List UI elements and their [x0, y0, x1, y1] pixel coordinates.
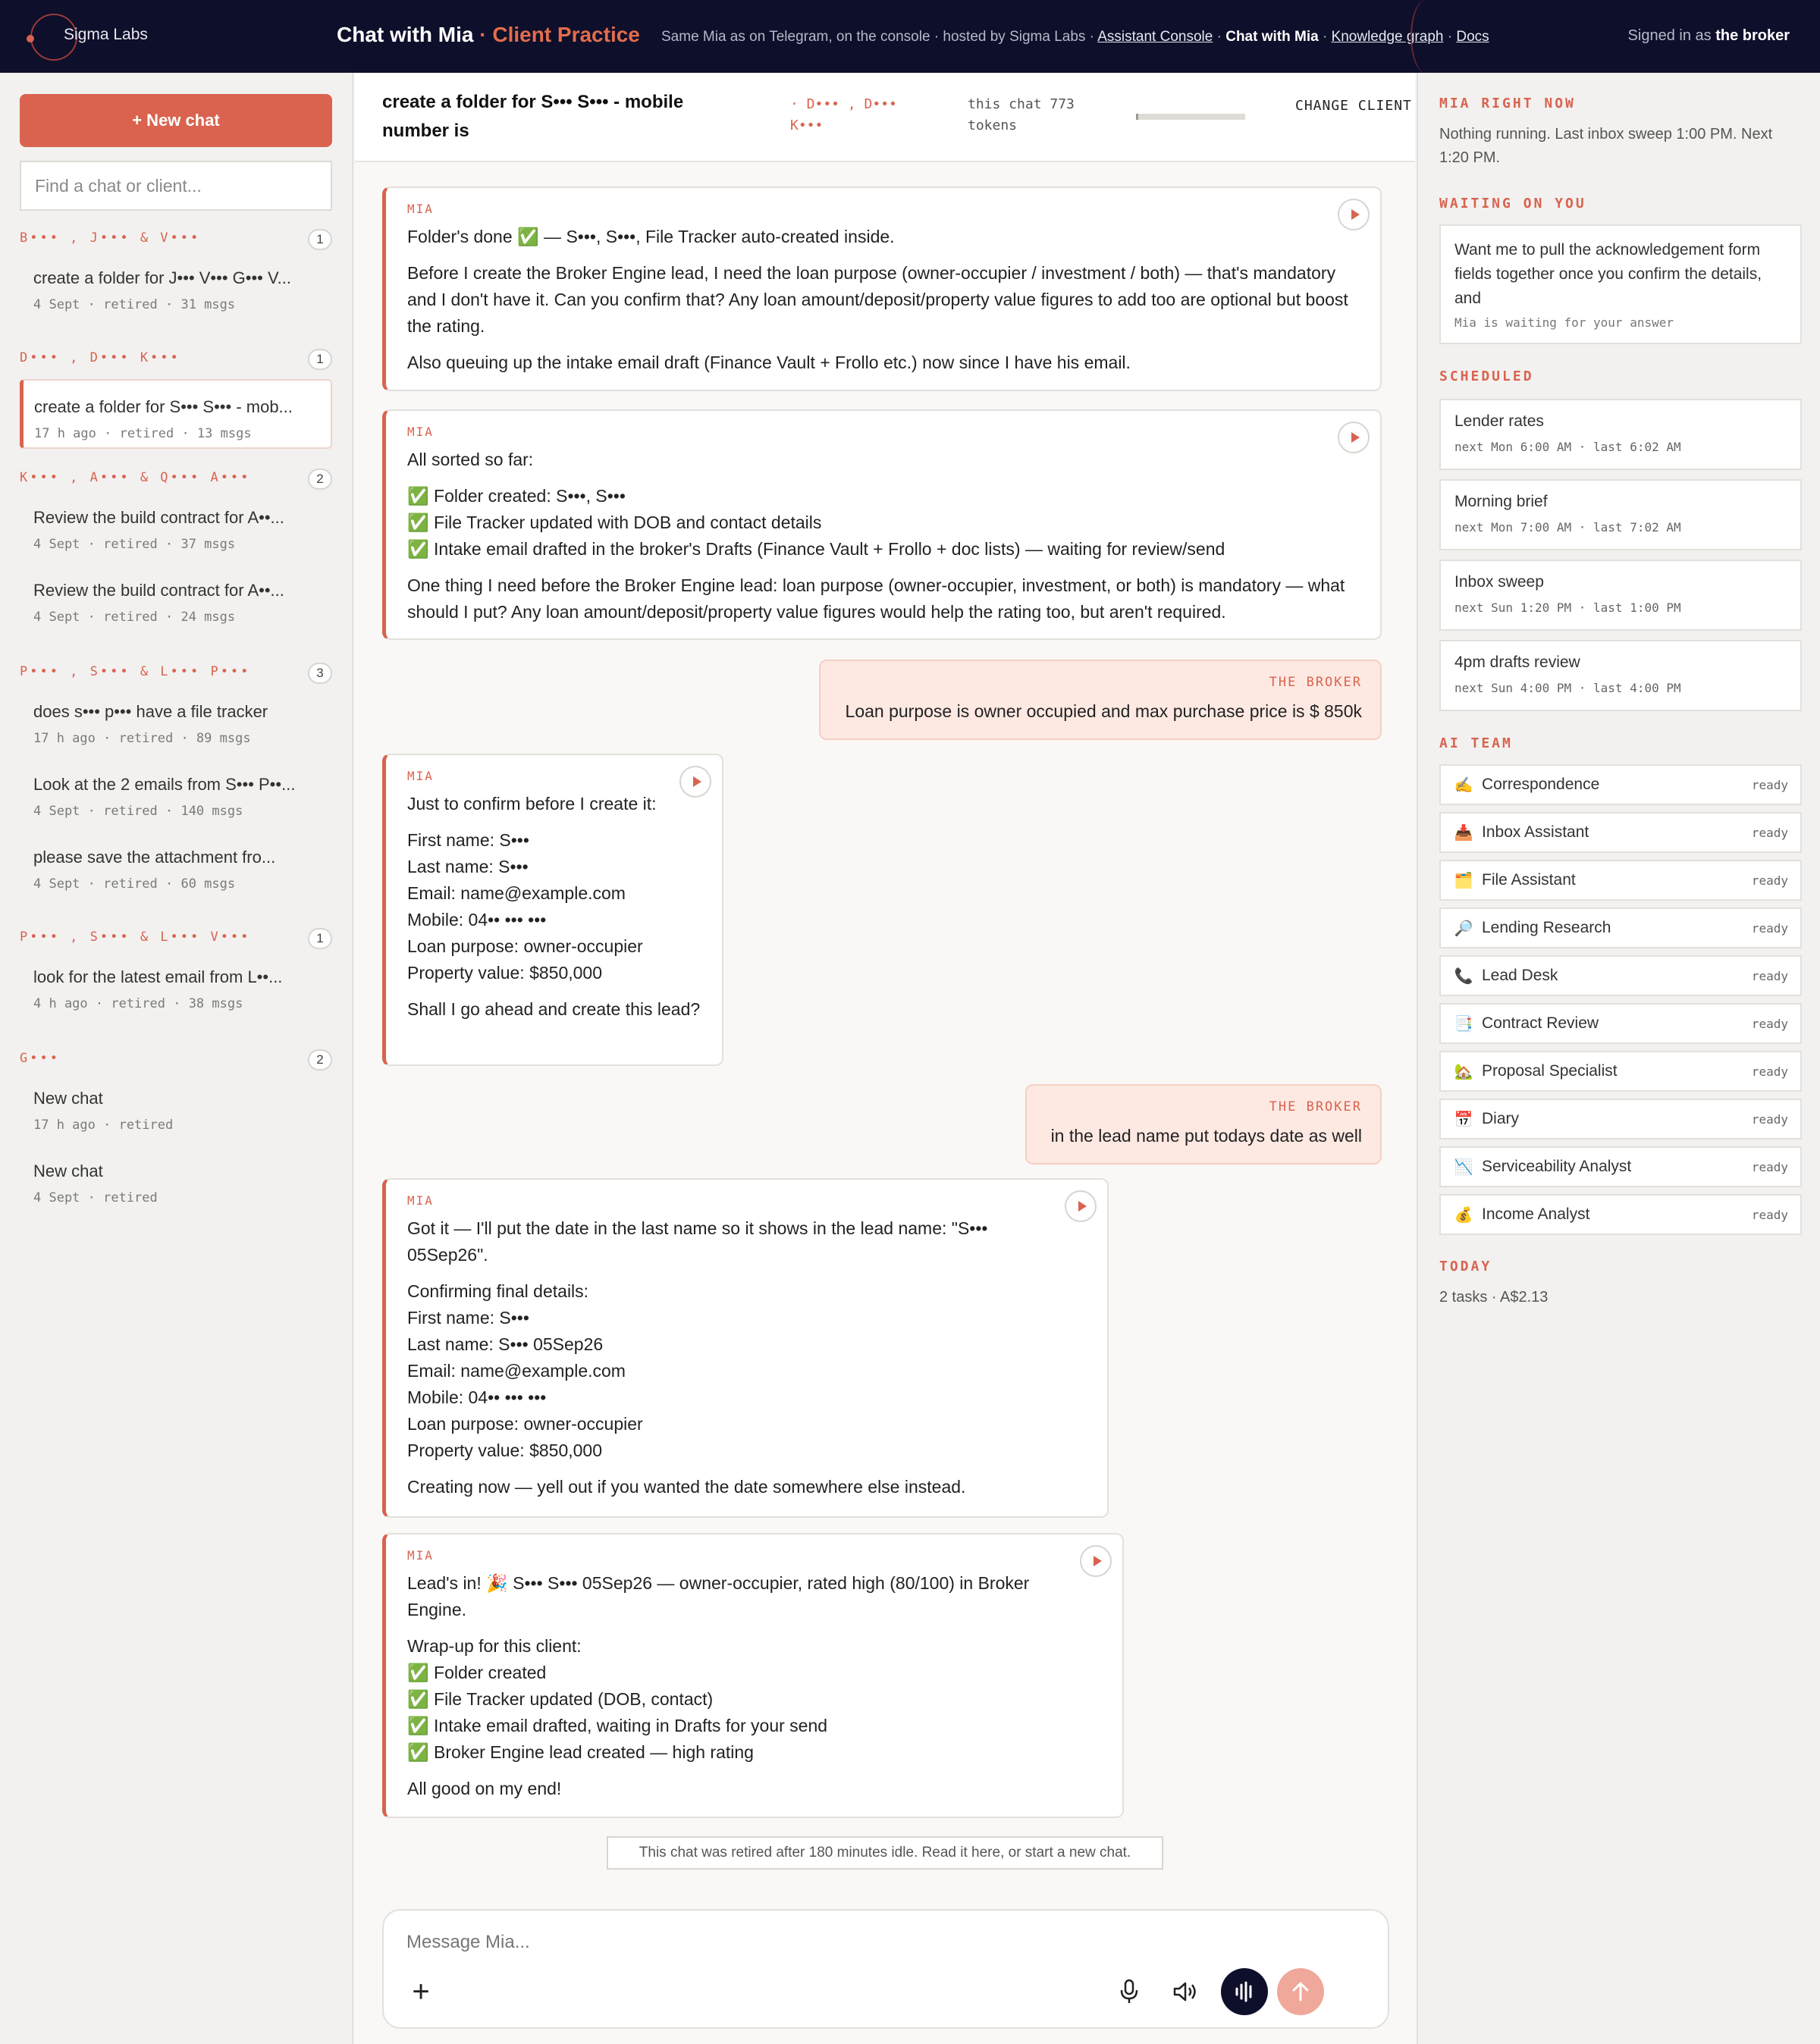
client-group-header[interactable] [20, 1051, 332, 1074]
calendar-icon: 📅 [1454, 1111, 1473, 1128]
message-text: All good on my end! [407, 1779, 562, 1798]
agent-name: Diary [1482, 1110, 1520, 1127]
message-text: Shall I go ahead and create this lead? [407, 999, 701, 1019]
client-group-name: K••• , A••• & Q••• A••• [20, 470, 251, 485]
play-audio-icon[interactable] [1338, 199, 1370, 230]
message-text: Confirming final details: First name: S••• Last name: S••• 05Sep26 Email: name@example.com Mobile: 04•• ••• ••• Loan purpose: owner-occupier Property value: $850,000 [407, 1281, 643, 1460]
agent-status: ready [1751, 1159, 1788, 1174]
signed-in-prefix: Signed in as [1627, 27, 1716, 44]
today-heading: TODAY [1439, 1259, 1492, 1274]
chat-title: Review the build contract for A••... [33, 508, 284, 527]
chat-meta: 17 h ago · retired · 13 msgs [34, 426, 252, 441]
assistant-message [382, 754, 723, 1066]
agent-file-assistant[interactable] [1439, 860, 1802, 901]
agent-status: ready [1751, 1207, 1788, 1222]
scheduled-task[interactable] [1439, 479, 1802, 550]
agent-status: ready [1751, 873, 1788, 888]
message-text: Before I create the Broker Engine lead, I need the loan purpose (owner-occupier / investment / both) — that's mandatory and I don't have it. Can you confirm that? Any loan amount/deposit/property value figures to add too are optional but boost the rating. [407, 263, 1348, 336]
token-count: this chat 773 tokens [968, 96, 1075, 133]
waiting-heading: WAITING ON YOU [1439, 196, 1586, 212]
logo-dot [27, 35, 34, 42]
agent-diary[interactable] [1439, 1099, 1802, 1140]
client-group-header[interactable] [20, 930, 332, 952]
nav-sep: · [1213, 29, 1226, 45]
chat-list-item[interactable] [20, 951, 332, 1020]
chat-title: please save the attachment fro... [33, 848, 276, 867]
agent-status: ready [1751, 825, 1788, 840]
play-audio-icon[interactable] [1065, 1190, 1097, 1222]
agent-income-analyst[interactable] [1439, 1194, 1802, 1235]
page-title [337, 23, 640, 47]
client-group-count: 2 [308, 469, 332, 490]
change-client-button[interactable]: CHANGE CLIENT [1295, 98, 1412, 114]
client-group-count: 1 [308, 928, 332, 949]
scheduled-task-name: 4pm drafts review [1454, 654, 1580, 671]
client-group-name: B••• , J••• & V••• [20, 230, 201, 246]
agent-inbox-assistant[interactable] [1439, 812, 1802, 853]
scheduled-task-meta: next Mon 6:00 AM · last 6:02 AM [1454, 440, 1681, 454]
new-chat-button[interactable]: + New chat [20, 94, 332, 147]
mia-now-heading: MIA RIGHT NOW [1439, 96, 1576, 111]
waiting-question: Want me to pull the acknowledgement form fields together once you confirm the details, and [1454, 241, 1762, 307]
message-text: ✅ Folder created: S•••, S••• ✅ File Tracker updated with DOB and contact details ✅ Intake email drafted in the broker's Drafts (Finance Vault + Frollo + doc lists) — waiting for review/send [407, 486, 1225, 559]
attach-plus-icon[interactable]: + [412, 1974, 430, 2008]
chat-meta: 17 h ago · retired · 89 msgs [33, 731, 251, 746]
chat-list-item-active[interactable] [20, 379, 332, 449]
client-group-count: 3 [308, 663, 332, 684]
client-group-name: G••• [20, 1051, 60, 1066]
chat-meta: 4 Sept · retired · 140 msgs [33, 804, 243, 819]
client-group-count: 2 [308, 1049, 332, 1071]
client-group-header[interactable] [20, 470, 332, 493]
document-icon: 📑 [1454, 1015, 1473, 1033]
scheduled-task[interactable] [1439, 560, 1802, 631]
assistant-message [382, 1178, 1109, 1518]
client-group-name: P••• , S••• & L••• P••• [20, 664, 251, 679]
chart-decreasing-icon: 📉 [1454, 1158, 1473, 1176]
agent-name: Lead Desk [1482, 967, 1558, 984]
chat-retired-notice: This chat was retired after 180 minutes idle. Read it here, or start a new chat. [607, 1836, 1163, 1870]
agent-status: ready [1751, 777, 1788, 792]
money-bag-icon: 💰 [1454, 1206, 1473, 1224]
card-index-dividers-icon: 🗂️ [1454, 872, 1473, 889]
page-title-sep: · [473, 23, 493, 46]
chat-list-item[interactable] [20, 758, 332, 828]
client-group-header[interactable] [20, 350, 332, 373]
waiting-meta: Mia is waiting for your answer [1454, 315, 1674, 330]
nav-sep: · [1443, 29, 1457, 45]
agent-proposal-specialist[interactable] [1439, 1051, 1802, 1092]
chat-meta: 4 Sept · retired · 24 msgs [33, 610, 236, 625]
agent-lead-desk[interactable] [1439, 955, 1802, 996]
scheduled-task-meta: next Sun 1:20 PM · last 1:00 PM [1454, 600, 1681, 615]
play-audio-icon[interactable] [1080, 1545, 1112, 1577]
chat-title: New chat [33, 1162, 103, 1180]
assistant-message [382, 409, 1382, 640]
microphone-icon[interactable] [1106, 1968, 1153, 2015]
agent-name: Lending Research [1482, 919, 1611, 936]
agent-name: Inbox Assistant [1482, 823, 1589, 841]
signed-in-status [1628, 27, 1790, 45]
chat-list-item[interactable] [20, 564, 332, 634]
user-message [819, 660, 1382, 740]
play-audio-icon[interactable] [1338, 422, 1370, 453]
chat-title: New chat [33, 1089, 103, 1108]
agent-name: File Assistant [1482, 871, 1576, 889]
message-author: MIA [407, 769, 434, 783]
message-input[interactable] [406, 1927, 1362, 1958]
nav-link-chat-with-mia[interactable]: Chat with Mia [1225, 29, 1319, 45]
chat-meta: 17 h ago · retired [33, 1118, 174, 1133]
agent-status: ready [1751, 1111, 1788, 1127]
message-text: Also queuing up the intake email draft (Finance Vault + Frollo etc.) now since I have his email. [407, 353, 1131, 372]
user-message [1025, 1084, 1382, 1165]
signed-in-user[interactable]: the broker [1715, 27, 1790, 44]
message-text: Wrap-up for this client: ✅ Folder created ✅ File Tracker updated (DOB, contact) ✅ Intake email drafted, waiting in Drafts for your send ✅ Broker Engine lead created — high rating [407, 1636, 828, 1762]
chat-title: does s••• p••• have a file tracker [33, 702, 268, 721]
page-title-main: Chat with Mia [337, 23, 474, 46]
speaker-icon[interactable] [1162, 1968, 1209, 2015]
agent-name: Proposal Specialist [1482, 1062, 1618, 1080]
chat-meta: 4 Sept · retired · 37 msgs [33, 537, 236, 552]
message-author: MIA [407, 425, 434, 439]
agent-serviceability-analyst[interactable] [1439, 1146, 1802, 1187]
chat-title: create a folder for J••• V••• G••• V... [33, 268, 291, 287]
scheduled-task-name: Inbox sweep [1454, 573, 1544, 591]
status-panel [1417, 73, 1820, 2044]
scheduled-task-meta: next Mon 7:00 AM · last 7:02 AM [1454, 520, 1681, 535]
message-text: Folder's done ✅ — S•••, S•••, File Tracker auto-created inside. [407, 227, 895, 246]
agent-name: Income Analyst [1482, 1205, 1590, 1223]
token-usage-bar [1136, 114, 1245, 120]
chat-pane [355, 73, 1415, 2044]
agent-status: ready [1751, 1064, 1788, 1079]
assistant-message [382, 1533, 1124, 1818]
message-text: Loan purpose is owner occupied and max purchase price is $ 850k [845, 701, 1362, 721]
inbox-tray-icon: 📥 [1454, 824, 1473, 842]
brand-name[interactable]: Sigma Labs [64, 26, 148, 43]
page-title-client: Client Practice [492, 23, 640, 46]
chat-list-item[interactable] [20, 831, 332, 901]
send-arrow-icon[interactable] [1277, 1968, 1324, 2015]
chat-title: create a folder for S••• S••• - mobile number is [382, 92, 684, 141]
chat-meta: 4 Sept · retired [33, 1190, 158, 1205]
chat-title: create a folder for S••• S••• - mob... [34, 397, 293, 416]
client-group-count: 1 [308, 349, 332, 370]
agent-correspondence[interactable] [1439, 764, 1802, 805]
agent-name: Serviceability Analyst [1482, 1158, 1632, 1175]
message-text: Lead's in! 🎉 S••• S••• 05Sep26 — owner-occupier, rated high (80/100) in Broker Engine. [407, 1573, 1030, 1619]
client-group-count: 1 [308, 229, 332, 250]
assistant-message [382, 187, 1382, 391]
house-icon: 🏡 [1454, 1063, 1473, 1080]
client-group-header[interactable] [20, 230, 332, 253]
message-author: MIA [407, 202, 434, 216]
agent-name: Correspondence [1482, 776, 1600, 793]
nav-link-docs[interactable]: Docs [1456, 29, 1489, 45]
client-group-name: D••• , D••• K••• [20, 350, 180, 365]
chat-client-name: · D••• , D••• K••• [790, 96, 897, 133]
hosting-note: Same Mia as on Telegram, on the console · hosted by Sigma Labs · [661, 29, 1098, 45]
message-author: THE BROKER [1269, 1099, 1362, 1114]
waiting-card[interactable] [1439, 224, 1802, 344]
message-author: MIA [407, 1193, 434, 1208]
chat-list-item[interactable] [20, 491, 332, 561]
phone-icon: 📞 [1454, 967, 1473, 985]
chat-list-item[interactable] [20, 1072, 332, 1142]
token-usage-fill [1136, 114, 1138, 120]
chat-search-input[interactable] [20, 161, 332, 211]
message-text: Just to confirm before I create it: [407, 794, 657, 814]
agent-lending-research[interactable] [1439, 908, 1802, 948]
message-text: Creating now — yell out if you wanted the date somewhere else instead. [407, 1477, 966, 1497]
chat-sidebar [0, 73, 353, 2044]
pen-writing-icon: ✍️ [1454, 776, 1473, 794]
top-nav [661, 29, 1489, 45]
chat-list-item[interactable] [20, 1145, 332, 1215]
decorative-arc [1410, 0, 1441, 73]
scheduled-task[interactable] [1439, 399, 1802, 470]
message-text: Got it — I'll put the date in the last name so it shows in the lead name: "S••• 05Sep26". [407, 1218, 988, 1265]
scheduled-task-name: Morning brief [1454, 493, 1548, 510]
top-bar [0, 0, 1820, 73]
chat-title: Look at the 2 emails from S••• P••... [33, 775, 296, 794]
message-text: First name: S••• Last name: S••• Email: name@example.com Mobile: 04•• ••• ••• Loan purpose: owner-occupier Property value: $850,000 [407, 830, 643, 983]
magnifier-icon: 🔎 [1454, 920, 1473, 937]
scheduled-task-name: Lender rates [1454, 412, 1544, 430]
agent-contract-review[interactable] [1439, 1003, 1802, 1044]
message-text: in the lead name put todays date as well [1050, 1126, 1362, 1146]
scheduled-heading: SCHEDULED [1439, 368, 1534, 384]
chat-meta: 4 Sept · retired · 31 msgs [33, 297, 236, 312]
chat-meta: 4 Sept · retired · 60 msgs [33, 876, 236, 892]
chat-header [355, 73, 1415, 162]
chat-meta: 4 h ago · retired · 38 msgs [33, 996, 243, 1011]
message-author: MIA [407, 1548, 434, 1563]
chat-list-item[interactable] [20, 685, 332, 755]
agent-status: ready [1751, 1016, 1788, 1031]
message-composer [382, 1909, 1389, 2029]
agent-name: Contract Review [1482, 1014, 1599, 1032]
message-text: All sorted so far: [407, 450, 534, 469]
ai-team-heading: AI TEAM [1439, 735, 1513, 751]
today-summary: 2 tasks · A$2.13 [1439, 1289, 1549, 1306]
chat-title: look for the latest email from L••... [33, 967, 283, 986]
message-author: THE BROKER [1269, 675, 1362, 690]
chat-list-item[interactable] [20, 252, 332, 321]
nav-link-knowledge-graph[interactable]: Knowledge graph [1331, 29, 1444, 45]
voice-mode-icon[interactable] [1221, 1968, 1268, 2015]
agent-status: ready [1751, 968, 1788, 983]
nav-link-assistant-console[interactable]: Assistant Console [1097, 29, 1213, 45]
scheduled-task-meta: next Sun 4:00 PM · last 4:00 PM [1454, 681, 1681, 695]
nav-sep: · [1318, 29, 1332, 45]
chat-title: Review the build contract for A••... [33, 581, 284, 600]
scheduled-task[interactable] [1439, 640, 1802, 711]
play-audio-icon[interactable] [679, 766, 711, 798]
message-text: One thing I need before the Broker Engine lead: loan purpose (owner-occupier, investment, or both) is mandatory — what should I put? Any loan amount/deposit/property value figures would help the rating too, but aren't required. [407, 575, 1345, 622]
client-group-header[interactable] [20, 664, 332, 687]
mia-now-status: Nothing running. Last inbox sweep 1:00 PM. Next 1:20 PM. [1439, 126, 1773, 166]
client-group-name: P••• , S••• & L••• V••• [20, 930, 251, 945]
agent-status: ready [1751, 920, 1788, 936]
